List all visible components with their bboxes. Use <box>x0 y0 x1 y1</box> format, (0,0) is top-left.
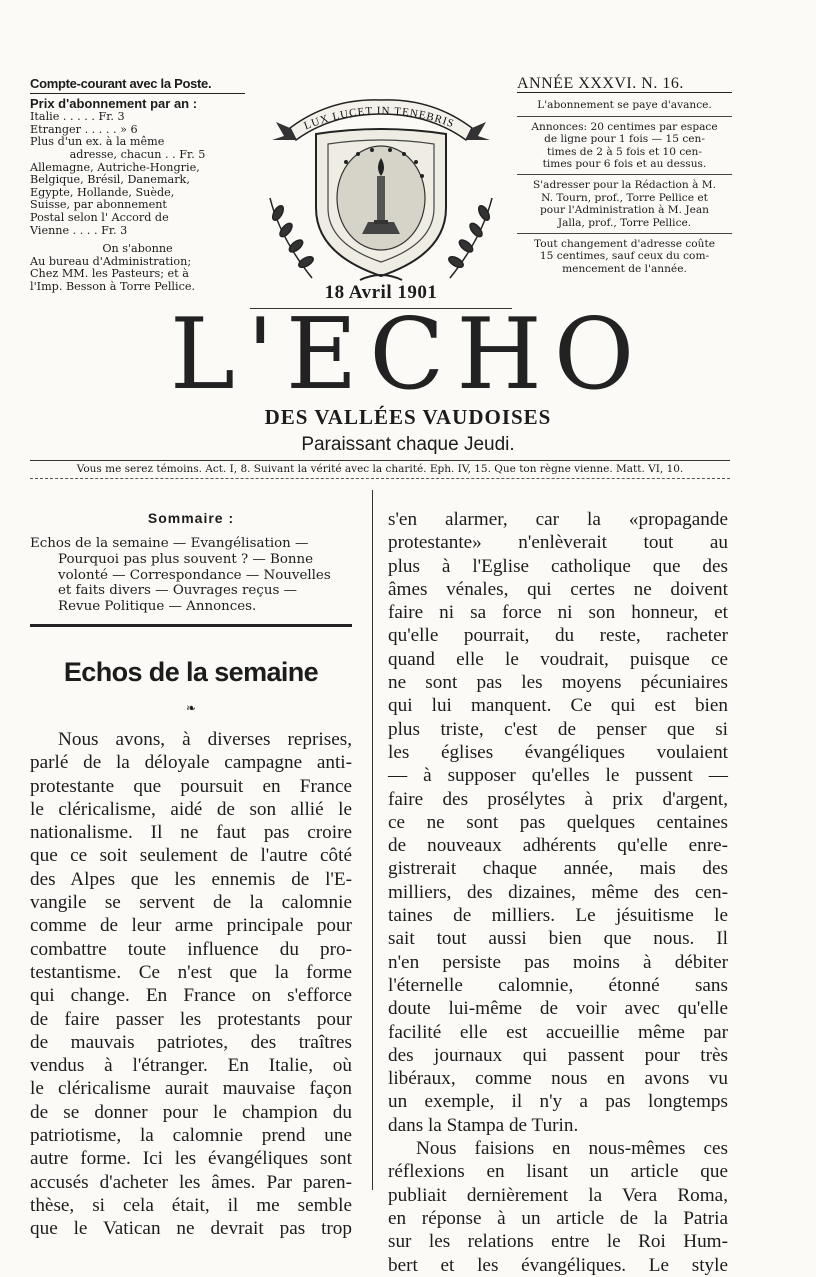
article-line: n'en persiste pas moins à débiter <box>388 951 728 973</box>
annonces-line: times pour 6 fois et au dessus. <box>542 158 707 171</box>
article-line: dans la Stampa de Turin. <box>388 1114 579 1136</box>
sommaire-line: et faits divers — Ouvrages reçus — <box>58 583 297 599</box>
article-line: vangile se servent de la calomnie <box>30 892 352 914</box>
article-line: gistrerait chaque année, mais des <box>388 858 728 880</box>
subscribe-line: l'Imp. Besson à Torre Pellice. <box>30 279 196 293</box>
price-line: Egypte, Hollande, Suède, <box>30 185 175 199</box>
newspaper-title: L'ECHO <box>169 298 647 412</box>
rule <box>517 116 732 117</box>
newspaper-subtitle: DES VALLÉES VAUDOISES <box>264 405 552 429</box>
article-line: un exemple, il n'y a pas longtemps <box>388 1091 728 1113</box>
sommaire-line: Echos de la semaine — Evangélisation — <box>30 536 309 551</box>
article-line: des journaux qui passent pour très <box>388 1044 728 1066</box>
annonces-line: de ligne pour 1 fois — 15 cen- <box>544 133 705 146</box>
emblem-motto: LUX LUCET IN TENEBRIS <box>302 104 457 133</box>
post-account-line: Compte-courant avec la Poste. <box>30 78 245 94</box>
issue-date-text: 18 Avril 1901 <box>324 282 438 303</box>
change-info <box>517 238 732 275</box>
article-line: de mauvais patriotes, des traîtres <box>30 1031 352 1053</box>
article-line: taines de milliers. Le jésuitisme le <box>388 905 728 927</box>
article-line: protestante que poursuit en France <box>30 775 352 797</box>
column-divider <box>372 490 373 1190</box>
vaudois-emblem <box>250 88 512 288</box>
sommaire-line: Revue Politique — Annonces. <box>58 599 257 615</box>
article-line: l'éternelle calomnie, étonné sans <box>388 974 728 996</box>
article-line: Nous avons, à diverses reprises, <box>58 729 352 750</box>
article-line: qui change. En France on s'efforce <box>30 985 352 1007</box>
article-line: protestante» n'enlèverait tout au <box>388 532 728 554</box>
article-line: ne sont pas les moyens pécuniaires <box>388 672 728 694</box>
article-line: qui lui manquent. Ce qui est bien <box>388 695 728 717</box>
sommaire-line: volonté — Correspondance — Nouvelles <box>58 567 331 583</box>
subscribe-line: Chez MM. les Pasteurs; et à <box>30 267 189 281</box>
article-line: testantisme. Ce n'est que la forme <box>30 961 352 983</box>
address-line: N. Tourn, prof., Torre Pellice et <box>541 191 708 204</box>
article-line: les églises évangéliques voulaient <box>388 741 728 763</box>
article-line: comme de leur arme principale pour <box>30 915 352 937</box>
article-line: ce ne sont pas quelques centaines <box>388 811 728 833</box>
address-line: pour l'Administration à M. Jean <box>540 204 709 217</box>
article-line: des Alpes que les ennemis de l'E- <box>30 868 352 890</box>
annonces-line: Annonces: 20 centimes par espace <box>531 120 718 133</box>
sommaire-title: Sommaire : <box>147 510 235 526</box>
rule <box>517 233 732 234</box>
article-line: sur les relations entre le Roi Hum- <box>388 1231 728 1253</box>
issue-info <box>517 75 732 275</box>
article-line: — à supposer qu'elles le pussent — <box>388 765 728 787</box>
address-info <box>517 179 732 229</box>
article-line: le cléricalisme aurait mauvaise façon <box>30 1078 352 1100</box>
article-line: doute lui-même de voir avec qu'elle <box>388 998 728 1020</box>
annonces-info <box>517 121 732 171</box>
price-title: Prix d'abonnement par an : <box>30 95 198 111</box>
article-line: s'en alarmer, car la «propagande <box>388 509 728 530</box>
price-line: adresse, chacun . . Fr. 5 <box>69 147 206 161</box>
price-line: Belgique, Brésil, Danemark, <box>30 173 190 187</box>
article-line: de faire passer les protestants pour <box>30 1008 352 1030</box>
rule <box>517 174 732 175</box>
article-line: patriotisme, la calomnie prend une <box>30 1125 352 1147</box>
article-line: autre forme. Ici les évangéliques sont <box>30 1148 352 1170</box>
article-line: plus à l'Eglise catholique que des <box>388 555 728 577</box>
article-line: plus triste, c'est de penser que si <box>388 718 728 740</box>
subscribe-line: Au bureau d'Administration; <box>30 254 192 268</box>
article-line: de se donner pour le champion du <box>30 1101 352 1123</box>
year-issue: ANNÉE XXXVI. N. 16. <box>517 78 732 93</box>
article-column-right <box>388 508 728 1277</box>
article-line: que le Vatican ne devrait pas trop <box>30 1218 352 1240</box>
subscription-info <box>30 78 245 294</box>
article-line: combattre toute influence du pro- <box>30 938 352 960</box>
section-rule <box>30 624 352 627</box>
candlestick-shield-icon <box>250 88 512 288</box>
article-line: facilité elle est accueillie même par <box>388 1021 728 1043</box>
subscribe-line: On s'abonne <box>102 242 173 256</box>
article-line: faire ni sa force ni son honneur, et <box>388 602 728 624</box>
subscribe-info <box>30 243 245 293</box>
article-line: milliers, des dizaines, même des cen- <box>388 881 728 903</box>
article-line: vendus à l'étranger. En Italie, où <box>30 1055 352 1077</box>
article-line: libéraux, comme nous en avons vu <box>388 1068 728 1090</box>
article-line: le cléricalisme, aidé de son allié le <box>30 798 352 820</box>
price-line: Allemagne, Autriche-Hongrie, <box>30 160 200 174</box>
price-line: Etranger . . . . . » 6 <box>30 122 138 136</box>
ornament-icon: ❧ <box>185 701 197 715</box>
price-line: Italie . . . . . Fr. 3 <box>30 110 125 124</box>
change-line: Tout changement d'adresse coûte <box>533 238 716 251</box>
article-line: bert et les évangéliques. Le style <box>388 1254 728 1276</box>
article-line: de nouveaux adhérents qu'elle enre- <box>388 835 728 857</box>
article-line: publiait dernièrement la Vera Roma, <box>388 1184 728 1206</box>
article-line: accusés d'acheter les âmes. Par paren- <box>30 1171 352 1193</box>
payment-note: L'abonnement se paye d'avance. <box>537 99 712 112</box>
sommaire-body <box>30 536 352 615</box>
article-line: parlé de la déloyale campagne anti- <box>30 752 352 774</box>
article-column-left <box>30 728 352 1241</box>
article-line: faire des prosélytes à prix d'argent, <box>388 788 728 810</box>
change-line: mencement de l'année. <box>562 262 687 275</box>
sommaire-line: Pourquoi pas plus souvent ? — Bonne <box>58 551 314 567</box>
article-line: qu'elle pourrait, du reste, racheter <box>388 625 728 647</box>
article-line: âmes vénales, qui certes ne doivent <box>388 578 728 600</box>
annonces-line: times de 2 à 5 fois et 10 cen- <box>547 145 702 158</box>
price-list <box>30 111 245 237</box>
article-line: thèse, si cela était, il me semble <box>30 1194 352 1216</box>
address-line: S'adresser pour la Rédaction à M. <box>532 179 717 192</box>
change-line: 15 centimes, sauf ceux du com- <box>539 250 710 263</box>
price-line: Postal selon l' Accord de <box>30 210 169 224</box>
article-line: en réponse à un article de la Patria <box>388 1207 728 1229</box>
article-line: réflexions en lisant un article que <box>388 1161 728 1183</box>
price-line: Suisse, par abonnement <box>30 198 167 212</box>
price-line: Vienne . . . . Fr. 3 <box>30 223 128 237</box>
article-line: Nous faisions en nous-mêmes ces <box>416 1138 728 1160</box>
article-line: sait tout aussi bien que nous. Il <box>388 928 728 950</box>
price-line: Plus d'un ex. à la même <box>30 135 165 149</box>
address-line: Jalla, prof., Torre Pellice. <box>557 216 692 229</box>
scripture-motto: Vous me serez témoins. Act. I, 8. Suivant la vérité avec la charité. Eph. IV, 15. Que ton règne vienne. Matt. VI, 10. <box>30 460 730 479</box>
article-line: que ce soit seulement de l'autre côté <box>30 845 352 867</box>
publication-frequency: Paraissant chaque Jeudi. <box>301 434 515 455</box>
section-heading: Echos de la semaine <box>63 657 319 687</box>
article-line: nationalisme. Il ne faut pas croire <box>30 822 352 844</box>
article-line: quand elle le voudrait, puisque ce <box>388 648 728 670</box>
